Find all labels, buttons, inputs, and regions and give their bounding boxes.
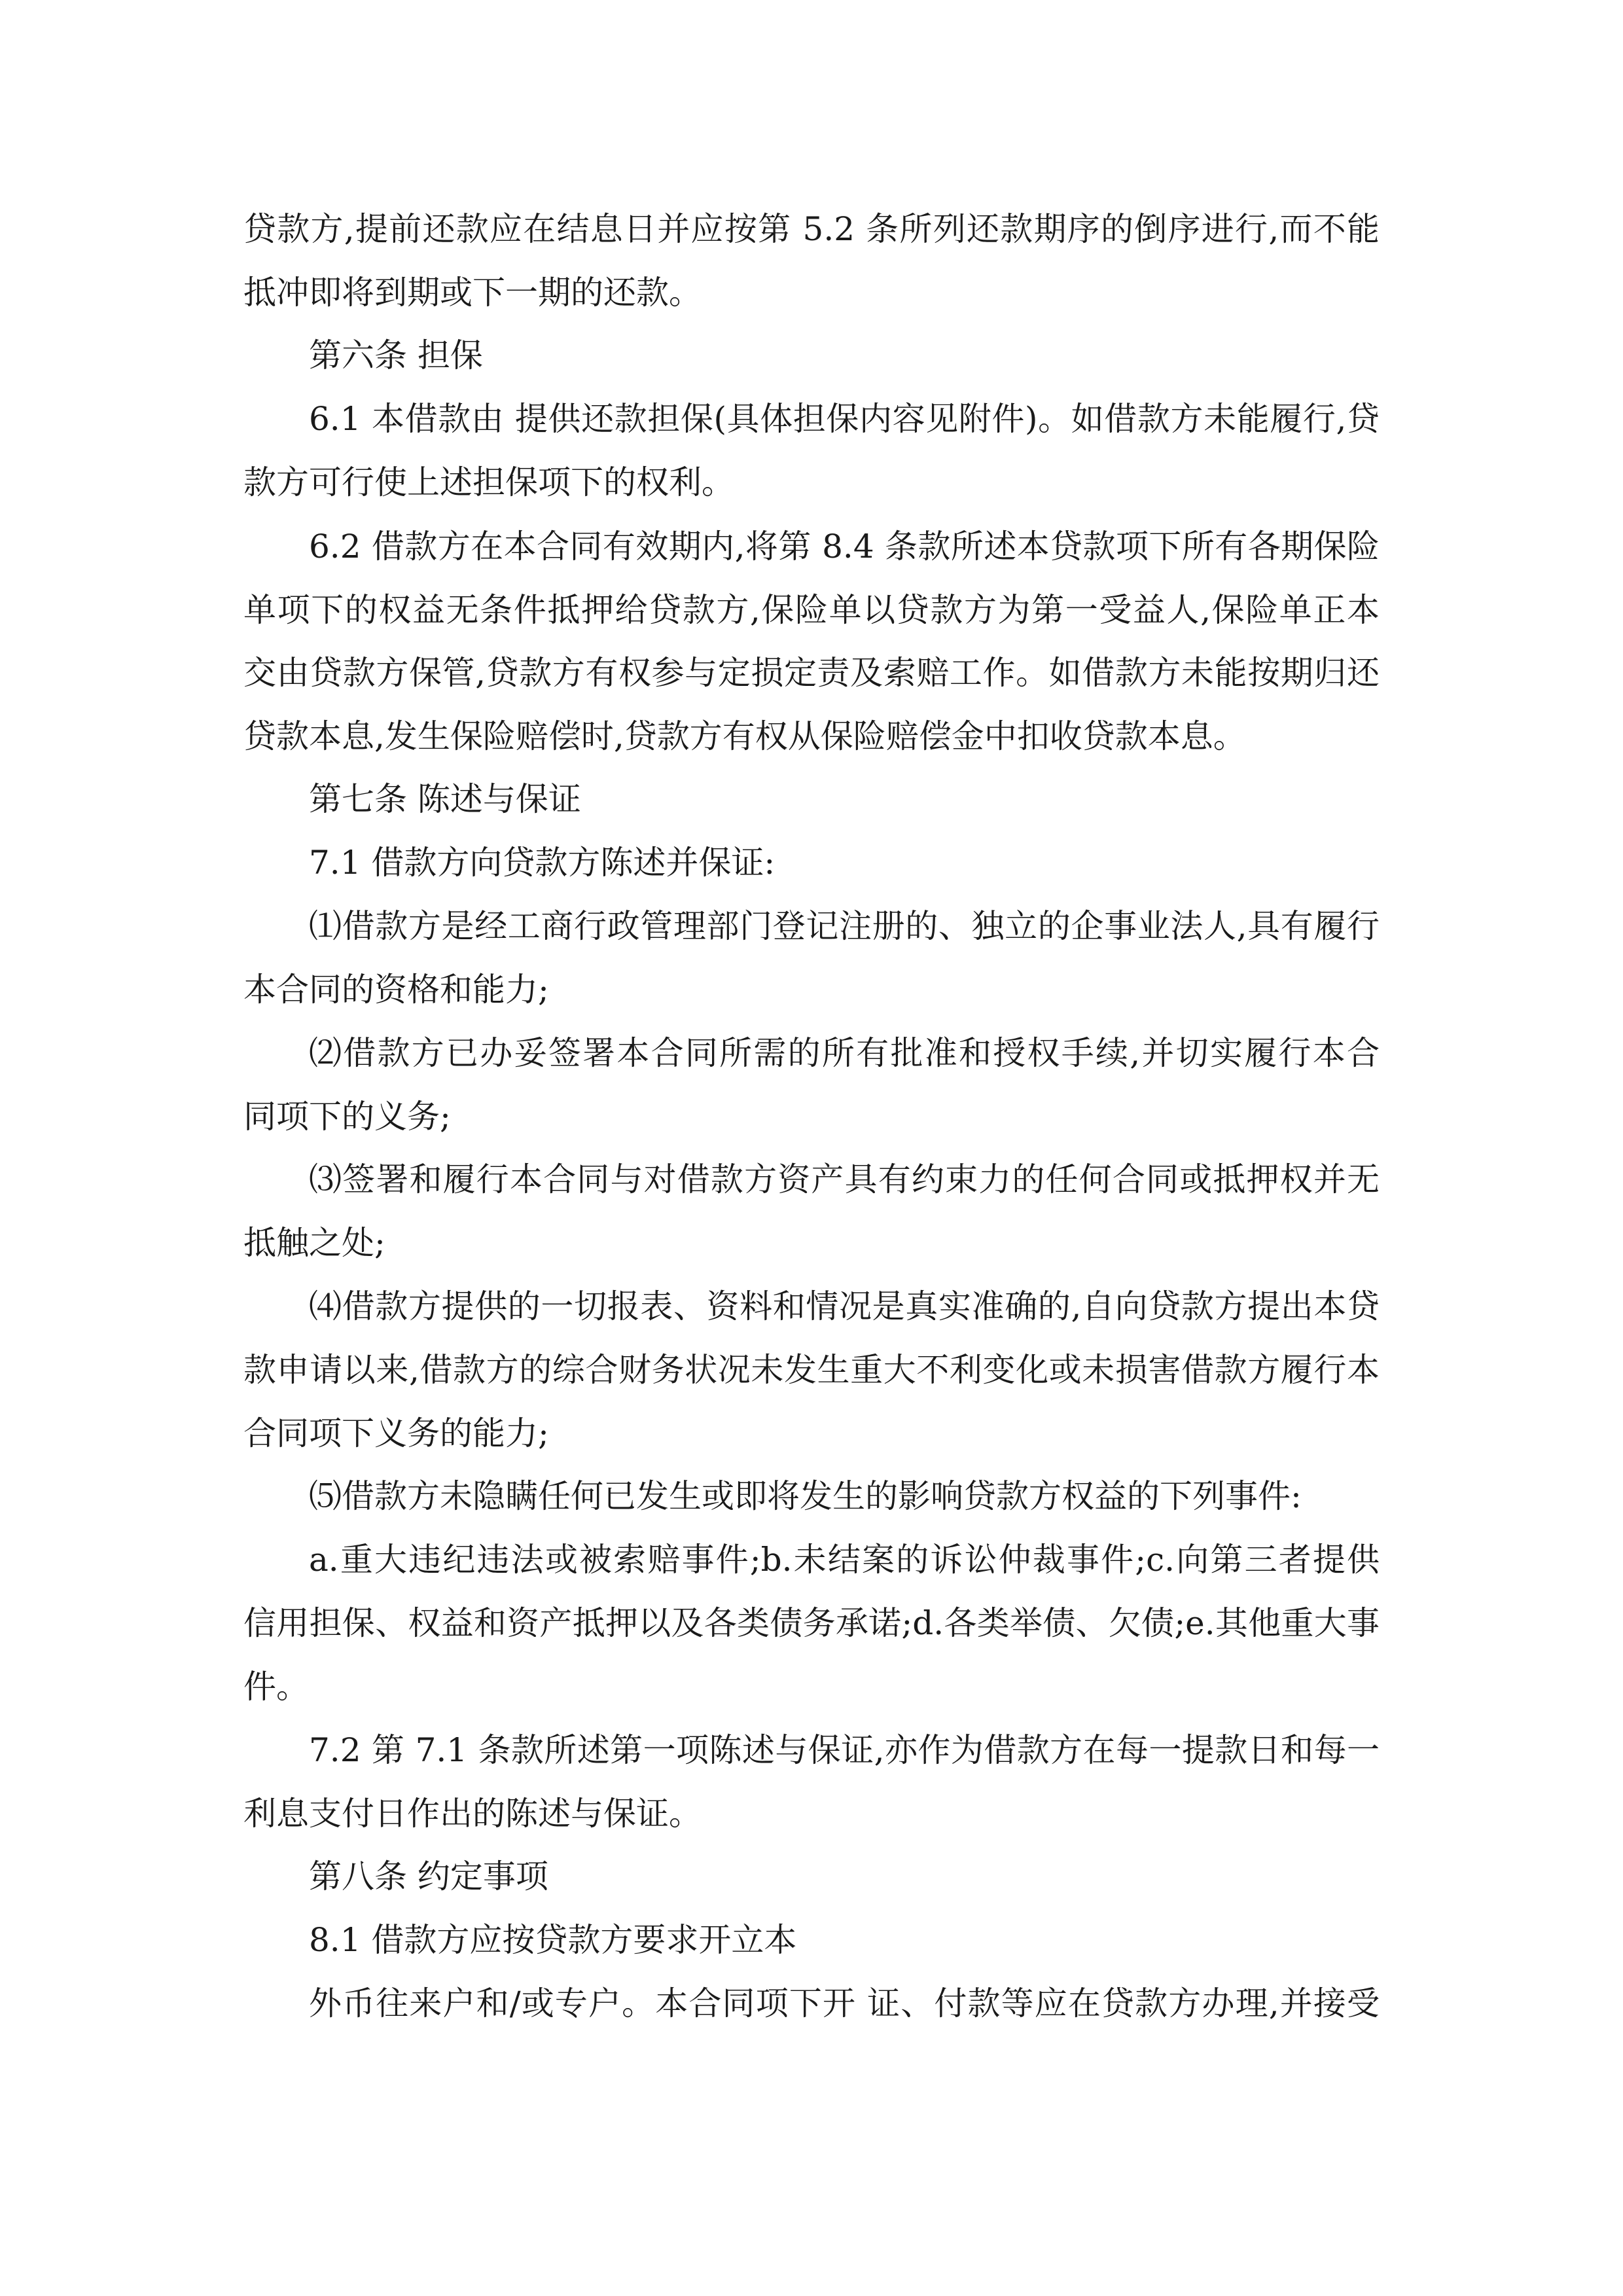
text-line-20: 合同项下义务的能力; [243,1414,549,1452]
text-line-19: 款申请以来,借款方的综合财务状况未发生重大不利变化或未损害借款方履行本 [243,1351,1380,1389]
section-heading-6: 第六条 担保 [309,336,483,374]
text-line-13: 本合同的资格和能力; [243,971,549,1009]
text-line-26: 利息支付日作出的陈述与保证。 [243,1795,702,1833]
text-line-9: 贷款本息,发生保险赔偿时,贷款方有权从保险赔偿金中扣收贷款本息。 [243,717,1246,755]
section-heading-8: 第八条 约定事项 [309,1857,548,1895]
text-line-4: 6.1 本借款由 提供还款担保(具体担保内容见附件)。如借款方未能履行,贷 [309,400,1380,438]
text-line-23: 信用担保、权益和资产抵押以及各类债务承诺;d.各类举债、欠债;e.其他重大事 [243,1604,1380,1642]
text-line-21: ⑸借款方未隐瞒任何已发生或即将发生的影响贷款方权益的下列事件: [309,1477,1302,1515]
text-line-5: 款方可行使上述担保项下的权利。 [243,463,734,501]
text-line-15: 同项下的义务; [243,1098,451,1136]
text-line-7: 单项下的权益无条件抵押给贷款方,保险单以贷款方为第一受益人,保险单正本 [243,591,1380,629]
text-line-22: a.重大违纪违法或被索赔事件;b.未结案的诉讼仲裁事件;c.向第三者提供 [309,1541,1380,1579]
text-line-18: ⑷借款方提供的一切报表、资料和情况是真实准确的,自向贷款方提出本贷 [309,1287,1380,1325]
text-line-14: ⑵借款方已办妥签署本合同所需的所有批准和授权手续,并切实履行本合 [309,1034,1380,1072]
text-line-2: 抵冲即将到期或下一期的还款。 [243,274,702,312]
text-line-24: 件。 [243,1668,309,1706]
text-line-1: 贷款方,提前还款应在结息日并应按第 5.2 条所列还款期序的倒序进行,而不能 [243,210,1380,248]
text-line-6: 6.2 借款方在本合同有效期内,将第 8.4 条款所述本贷款项下所有各期保险 [309,528,1380,565]
text-line-17: 抵触之处; [243,1224,385,1262]
text-line-16: ⑶签署和履行本合同与对借款方资产具有约束力的任何合同或抵押权并无 [309,1160,1380,1198]
text-line-12: ⑴借款方是经工商行政管理部门登记注册的、独立的企事业法人,具有履行 [309,907,1380,945]
text-line-28: 8.1 借款方应按贷款方要求开立本 [309,1921,797,1959]
text-line-8: 交由贷款方保管,贷款方有权参与定损定责及索赔工作。如借款方未能按期归还 [243,654,1380,692]
text-line-29: 外币往来户和/或专户。本合同项下开 证、付款等应在贷款方办理,并接受 [309,1984,1380,2022]
section-heading-7: 第七条 陈述与保证 [309,780,581,818]
text-line-25: 7.2 第 7.1 条款所述第一项陈述与保证,亦作为借款方在每一提款日和每一 [309,1731,1380,1769]
text-line-11: 7.1 借款方向贷款方陈述并保证: [309,844,776,882]
